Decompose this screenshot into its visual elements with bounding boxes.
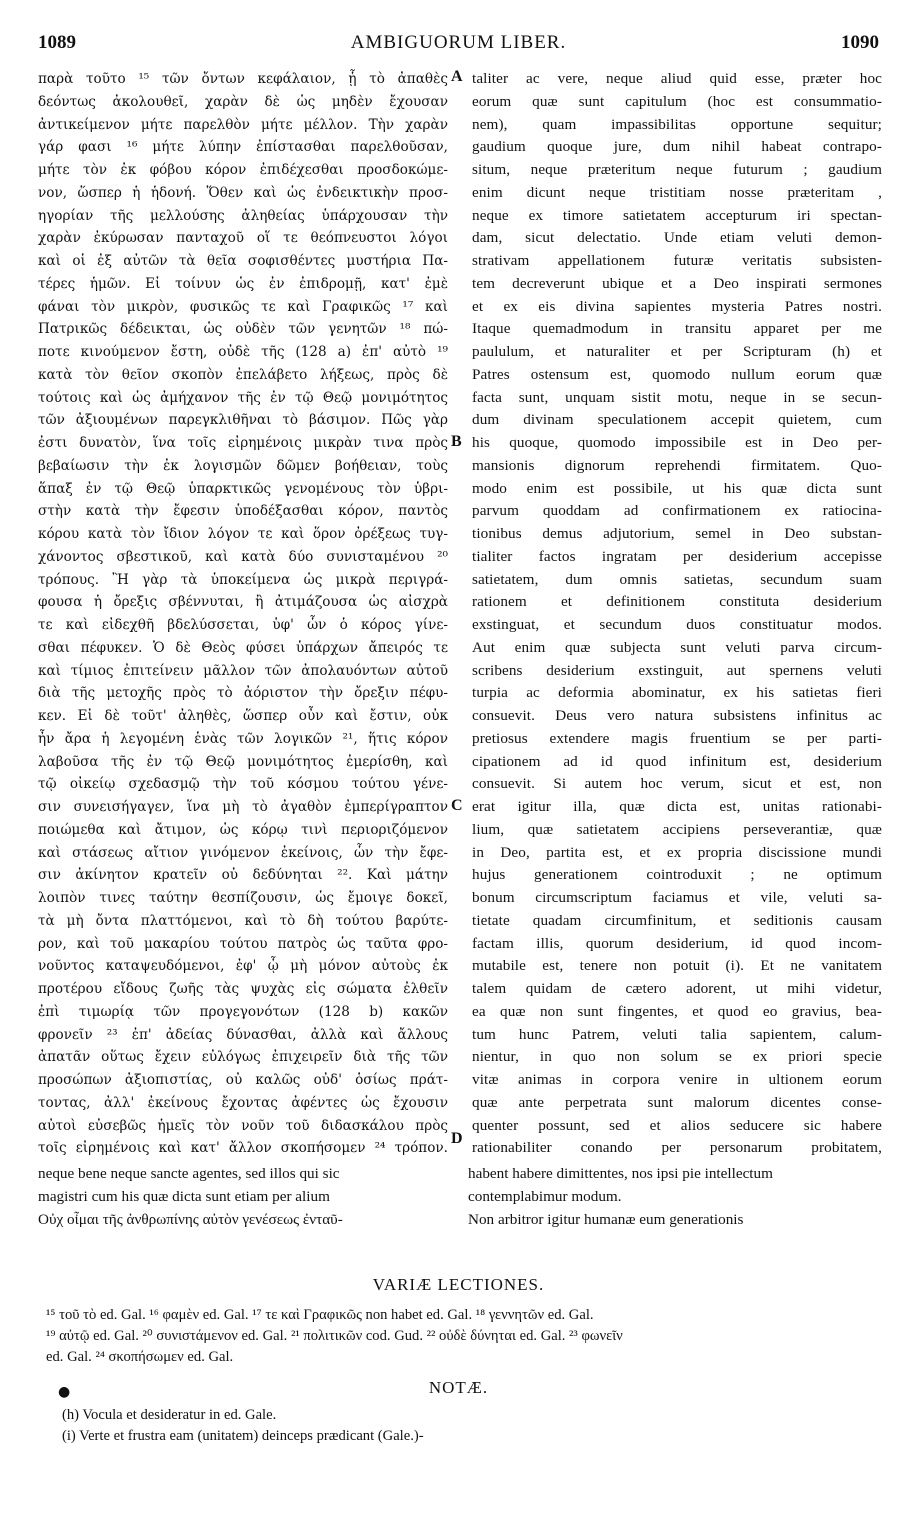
greek-text-line: στὴν κατὰ τὴν ἔφεσιν ὑποδέξασθαι κόρον, παντὸς	[38, 503, 448, 520]
greek-text-line: τῷ οἰκείῳ σχεδασμῷ τὴν τοῦ κόσμου τούτου γένε-	[38, 776, 448, 793]
greek-text-line: λαβοῦσα τῆς ἐν τῷ Θεῷ μονιμότητος ἐμερίσθη, καὶ	[38, 753, 448, 770]
greek-text-line: τοῖς εἰρημένοις καὶ κατ' ἄλλον σκοπήσομεν ²⁴ τρόπον.	[38, 1140, 448, 1157]
greek-text-line: νον, ὥσπερ ἡ ἡδονή. Ὅθεν καὶ ὡς ἐνδεικτικὴν προσ-	[38, 184, 448, 201]
greek-text-line: κεν. Εἰ δὲ τοῦτ' ἀληθὲς, ὥσπερ οὖν καὶ ἔστιν, οὐκ	[38, 708, 448, 724]
latin-text-line: gaudium quoque jure, dum nihil habeat contrapo-	[472, 138, 882, 156]
full-width-tail	[38, 1163, 881, 1231]
latin-text-line: tem decreverunt ubique et a Deo inspirati sermones	[472, 274, 882, 292]
latin-text-line: Itaque quemadmodum in transitu apparet per me	[472, 320, 882, 338]
greek-text-line: σιν ἀκίνητον κρατεῖν οὐ δεδύνηται ²². Καὶ μάτην	[38, 867, 448, 884]
greek-text-line: κατὰ τὸν θεῖον σκοπὸν ἐπελάβετο λήξεως, πρὸς δὲ	[38, 366, 448, 383]
latin-text-line: hujus generationem cointroduxit ; ne optimum	[472, 866, 882, 884]
latin-text-line: lium, quæ satietatem accipiens perseverantiæ, quæ	[472, 820, 882, 838]
greek-text-line: φρονεῖν ²³ ἐπ' ἀδείας δύνασθαι, ἀλλὰ καὶ ἄλλους	[38, 1026, 448, 1043]
latin-text-line: taliter ac vere, neque aliud quid esse, præter hoc	[472, 70, 882, 87]
greek-text-line: Πατρικῶς δέδεικται, ὡς οὐδὲν τῶν γενητῶν ¹⁸ πώ-	[38, 321, 448, 338]
latin-text-line: Aut enim quæ subjecta sunt veluti parva circum-	[472, 638, 882, 656]
latin-text-line: exstinguat, et secundum duos constituatur modos.	[472, 616, 882, 633]
greek-text-line: βεβαίωσιν τὴν ἐκ λογισμῶν δῶμεν βοήθειαν, τοὺς	[38, 457, 448, 474]
latin-text-line: dum divinam speculationem accepit quietem, cum	[472, 411, 882, 429]
latin-text-line: erat igitur illa, quæ dicta est, unitas rationabi-	[472, 798, 882, 815]
latin-text-line: rationem et definitionem constituta desiderium	[472, 593, 882, 611]
greek-text-line: ἐστι δυνατὸν, ἵνα τοῖς εἰρημένοις μικρὰν τινα πρὸς	[38, 435, 448, 451]
tail-line-right: Non arbitror igitur humanæ eum generationis	[468, 1210, 744, 1228]
latin-text-line: enim dicunt neque tristitiam nosse præteritam ,	[472, 183, 882, 201]
greek-text-line: τοντας, ἀλλ' ἐκείνους ἔχοντας ἀφέντες ὡς ἔχουσιν	[38, 1094, 448, 1111]
latin-text-line: tum hunc Patrem, veluti talia sapientem, calum-	[472, 1025, 882, 1043]
greek-text-line: κόρου κατὰ τὸν ἴδιον λόγον τε καὶ ὅρον ὀρέξεως τυγ-	[38, 526, 448, 542]
page-number-right: 1090	[841, 32, 879, 53]
greek-text-line: τε καὶ εἰδεχθῆ βδελύσσεται, ὑφ' ὧν ὁ κόρος γίνε-	[38, 617, 448, 633]
latin-column	[472, 68, 882, 1160]
latin-text-line: tialiter factos ingratam per desiderium accepisse	[472, 547, 882, 565]
latin-text-line: scribens desiderium exstinguit, aut spernens veluti	[472, 661, 882, 679]
page-number-left: 1089	[38, 32, 76, 53]
latin-text-line: neque ex timore satietatem accepturum iri spectan-	[472, 206, 882, 224]
latin-text-line: factam illis, quorum desiderium, id quod incom-	[472, 934, 882, 952]
greek-text-line: αὐτοὶ εὐσεβῶς ἡμεῖς τὸν νοῦν τοῦ διδασκάλου πρὸς	[38, 1117, 448, 1134]
latin-text-line: paululum, et naturaliter et per Scripturam (h) et	[472, 343, 882, 360]
greek-text-line: ποιώμεθα καὶ ἄτιμον, ὡς κόρῳ τινὶ περιοριζόμενον	[38, 821, 448, 838]
tail-line-right: habent habere dimittentes, nos ipsi pie intellectum	[468, 1165, 773, 1182]
greek-text-line: τούτοις καὶ ὡς ἀμήχανον τῆς ἐν τῷ Θεῷ μονιμότητος	[38, 389, 448, 406]
latin-text-line: nem), quam impassibilitas opportune sequitur;	[472, 115, 882, 133]
latin-text-line: mutabile est, tenere non potuit (i). Et ne vanitatem	[472, 957, 882, 975]
latin-text-line: satietatem, dum omnis satietas, secundum suam	[472, 570, 882, 588]
latin-text-line: vitæ animas in corpora venire in ultionem eorum	[472, 1071, 882, 1088]
margin-marker-c: C	[451, 797, 463, 814]
latin-text-line: situm, neque præteritum neque futurum ; gaudium	[472, 161, 882, 178]
latin-text-line: talem quidam de cætero adorent, ut mihi videtur,	[472, 980, 882, 997]
latin-text-line: bonum circumscriptum faciamus et vile, veluti sa-	[472, 889, 882, 906]
greek-text-line: διὰ τῆς μετοχῆς πρὸς τὸ ἀόριστον τὴν ὄρεξιν πέφυ-	[38, 685, 448, 702]
variant-reading-line: ¹⁹ αὐτῷ ed. Gal. ²⁰ συνιστάμενον ed. Gal. ²¹ πολιτικῶν cod. Gud. ²² οὐδὲ δύνηται ed. Gal. ²³ φωνεῖν	[46, 1328, 623, 1344]
greek-text-line: καὶ στάσεως αἴτιον γινόμενον ἐκείνοις, ὧν τὴν ἔφε-	[38, 844, 448, 861]
greek-text-line: μήτε τὸν ἐκ φόβου κόρον ἐπιδέχεσθαι προσδοκώμε-	[38, 162, 448, 178]
greek-text-line: ἀντικείμενον μήτε παρελθὸν μήτε μέλλον. Τὴν χαρὰν	[38, 116, 448, 133]
greek-text-line: σιν συνεισήγαγεν, ἵνα μὴ τὸ ἀγαθὸν ἐμπερίγραπτον	[38, 799, 448, 815]
page-header	[38, 32, 879, 62]
latin-text-line: eorum quæ sunt capitulum (hoc est consummatio-	[472, 92, 882, 110]
tail-line	[38, 1163, 881, 1186]
margin-marker-a: A	[451, 68, 463, 85]
bullet-mark: ●	[58, 1384, 71, 1400]
notes-list	[62, 1405, 882, 1447]
latin-text-line: in Deo, partita est, et ex propria discissione mundi	[472, 843, 882, 861]
greek-text-line: ἅπαξ ἐν τῷ Θεῷ ὑπαρκτικῶς γενομένους τὸν ὑβρι-	[38, 480, 448, 497]
latin-text-line: modo enim est possibile, ut his quæ dicta sunt	[472, 479, 882, 497]
tail-line-left: magistri cum his quæ dicta sunt etiam per alium	[38, 1187, 330, 1205]
greek-text-line: γάρ φασι ¹⁶ μήτε λύπην ἐπίστασθαι παρελθοῦσαν,	[38, 139, 448, 156]
latin-text-line: turpia ac deformia abominatur, ex his satietas fieri	[472, 684, 882, 702]
greek-text-line: δεόντως ἀκολουθεῖ, χαρὰν δὲ ὡς μηδὲν ἔχουσαν	[38, 93, 448, 110]
latin-text-line: consuevit. Si autem hoc verum, sicut et est, non	[472, 775, 882, 793]
latin-text-line: tionibus demus adjutorium, semel in Deo substan-	[472, 525, 882, 542]
greek-column	[38, 68, 448, 1160]
latin-text-line: rationabiliter conando per personarum probitatem,	[472, 1139, 882, 1157]
greek-text-line: νοῦντος καταψευδόμενοι, ἐφ' ᾧ μὴ μόνον αὐτοὺς ἐκ	[38, 958, 448, 975]
greek-text-line: προτέρου εἴδους ζωῆς τὰς ψυχὰς εἰς σώματα ἐλθεῖν	[38, 981, 448, 997]
latin-text-line: strativam appellationem futuræ veritatis subsisten-	[472, 252, 882, 269]
latin-text-line: mansionis dignorum reprehendi firmitatem. Quo-	[472, 456, 882, 474]
greek-text-line: ἐπὶ τιμωρίᾳ τῶν προγεγονότων (128 b) κακῶν	[38, 1003, 448, 1020]
greek-text-line: παρὰ τοῦτο ¹⁵ τῶν ὄντων κεφάλαιον, ᾗ τὸ ἀπαθὲς	[38, 71, 448, 87]
tail-line	[38, 1186, 881, 1209]
greek-text-line: τρόπους. Ἢ γὰρ τὰ ὑποκείμενα ὡς μικρὰ περιγρά-	[38, 571, 448, 588]
tail-line-left: neque bene neque sancte agentes, sed illos qui sic	[38, 1165, 340, 1182]
greek-text-line: τέρες ἡμῶν. Εἰ τοίνυν ὡς ἐν ἐπιδρομῇ, κατ' ἐμὲ	[38, 275, 448, 292]
latin-text-line: quæ ante perpetrata sunt malorum dicentes conse-	[472, 1093, 882, 1111]
latin-text-line: parvum quoddam ad confirmationem ex ratiocina-	[472, 502, 882, 520]
greek-text-line: λοιπὸν τινες ταύτην θεσπίζουσιν, ὡς ἔμοιγε δοκεῖ,	[38, 890, 448, 906]
latin-text-line: ea quæ non sunt fingentes, et quod eo gravius, bea-	[472, 1002, 882, 1020]
latin-text-line: Patres ostensum est, quomodo nullum eorum quæ	[472, 365, 882, 383]
notae-title: NOTÆ.	[428, 1378, 489, 1397]
margin-marker-d: D	[451, 1130, 463, 1147]
latin-text-line: et ex eis divina sapientes mysteria Patres nostri.	[472, 297, 882, 315]
margin-marker-b: B	[451, 433, 462, 450]
variae-lectiones	[46, 1305, 886, 1368]
note-line: (h) Vocula et desideratur in ed. Gale.	[62, 1407, 277, 1423]
running-title: AMBIGUORUM LIBER.	[350, 32, 567, 53]
variant-reading-line: ¹⁵ τοῦ τὸ ed. Gal. ¹⁶ φαμὲν ed. Gal. ¹⁷ τε καὶ Γραφικῶς non habet ed. Gal. ¹⁸ γεννητῶν ed. Gal.	[46, 1307, 594, 1323]
latin-text-line: facta sunt, unquam sistit motu, neque in se secun-	[472, 388, 882, 406]
latin-text-line: consuevit. Deus vero natura subsistens infinitus ac	[472, 707, 882, 724]
latin-text-line: dam, sicut delectatio. Unde etiam veluti demon-	[472, 229, 882, 247]
latin-text-line: nientur, in quo non solum se ex priori specie	[472, 1048, 882, 1066]
greek-text-line: τῶν ἀξιουμένων παρεγκλιθῆναι τὸ βάσιμον. Πῶς γὰρ	[38, 412, 448, 429]
tail-line-right: contemplabimur modum.	[468, 1187, 622, 1205]
greek-text-line: ποτε κινούμενον ἔστη, οὐδὲ τῆς (128 a) ἐπ' αὐτὸ ¹⁹	[38, 344, 448, 360]
greek-text-line: ἦν ἄρα ἡ λεγομένη ἑνὰς τῶν λογικῶν ²¹, ἥτις κόρον	[38, 730, 448, 747]
latin-text-line: quenter possunt, sed et alios seducere sic habere	[472, 1116, 882, 1134]
greek-text-line: φουσα ἡ ὄρεξις σβέννυται, ἢ ἀτιμάζουσα ὡς αἰσχρὰ	[38, 594, 448, 611]
latin-text-line: pretiosus extendere magis fruentium se per parti-	[472, 729, 882, 747]
greek-text-line: ρον, καὶ τοῦ μακαρίου τούτου πατρὸς ὡς ταῦτα φρο-	[38, 935, 448, 952]
tail-line-left: Οὐχ οἶμαι τῆς ἀνθρωπίνης αὐτὸν γενέσεως ἐνταῦ-	[38, 1210, 343, 1228]
latin-text-line: tietate quadam circumfinitum, et seditionis causam	[472, 911, 882, 929]
tail-line	[38, 1209, 881, 1232]
greek-text-line: χάνοντος σβεστικοῦ, καὶ κατὰ δύο συνισταμένου ²⁰	[38, 548, 448, 565]
variae-lectiones-title: VARIÆ LECTIONES.	[372, 1275, 545, 1294]
note-line: (i) Verte et frustra eam (unitatem) deinceps prædicant (Gale.)-	[62, 1428, 424, 1444]
greek-text-line: σθαι πέφυκεν. Ὁ δὲ Θεὸς φύσει ὑπάρχων ἄπειρός τε	[38, 639, 448, 656]
greek-text-line: καὶ τίμιος ἐπιτείνειν μᾶλλον τῶν ἀπολαυόντων αὐτοῦ	[38, 662, 448, 679]
greek-text-line: ἀπατᾶν οὕτως ἔχειν εὐλόγως ἐπιχειρεῖν διὰ τῆς τῶν	[38, 1049, 448, 1066]
latin-text-line: his quoque, quomodo impossibile est in Deo per-	[472, 434, 882, 451]
latin-text-line: cipationem ad id quod infinitum est, desiderium	[472, 752, 882, 770]
greek-text-line: χαρὰν ἐκύρωσαν πανταχοῦ οἵ τε θεόπνευστοι λόγοι	[38, 230, 448, 247]
greek-text-line: φάναι τὸν μικρὸν, φυσικῶς τε καὶ Γραφικῶς ¹⁷ καὶ	[38, 298, 448, 315]
greek-text-line: ηγορίαν τῆς μελλούσης ἀληθείας ὑπάρχουσαν τὴν	[38, 207, 448, 224]
greek-text-line: καὶ οἱ ἐξ αὐτῶν τὰ θεῖα σοφισθέντες μυστήρια Πα-	[38, 253, 448, 269]
variant-reading-line: ed. Gal. ²⁴ σκοπήσωμεν ed. Gal.	[46, 1349, 234, 1365]
greek-text-line: προσώπων ἀξιοπιστίας, οὐ καλῶς οὐδ' ὁσίως πράτ-	[38, 1072, 448, 1088]
greek-text-line: τὰ μὴ ὄντα πλαττόμενοι, καὶ τὸ δὴ τούτου βαρύτε-	[38, 912, 448, 929]
